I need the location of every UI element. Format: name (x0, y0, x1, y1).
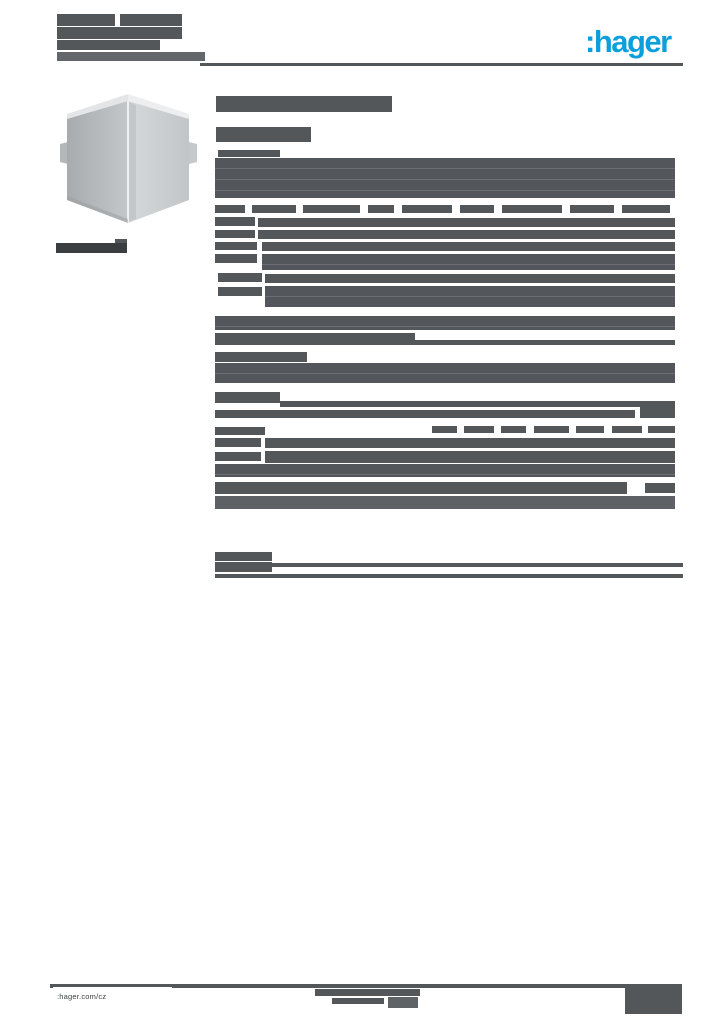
spec-word (622, 205, 670, 213)
spec-row-value (215, 363, 675, 383)
spec-row-label (215, 254, 257, 263)
spec-row-label (215, 242, 257, 250)
spec-row-value (258, 230, 675, 239)
spec-row-label (215, 562, 272, 572)
corner-left-tab (60, 142, 68, 164)
spec-word (402, 205, 452, 213)
spec-row-value (215, 410, 635, 418)
footer-address-line (332, 998, 384, 1004)
corner-right-tab (189, 142, 197, 164)
section-heading (215, 552, 272, 561)
spec-row-value (645, 483, 675, 493)
spec-row-value (265, 286, 675, 307)
header-line-1b (120, 14, 182, 26)
header-line-1a (57, 14, 115, 26)
spec-word (464, 426, 494, 433)
spec-row-label (218, 287, 262, 296)
corner-left-face (67, 101, 128, 223)
spec-row-label (215, 438, 261, 447)
spec-word (501, 426, 526, 433)
spec-word (612, 426, 642, 433)
footer-signature-mark (388, 997, 418, 1008)
spec-row-value (215, 316, 675, 330)
spec-word (570, 205, 614, 213)
spec-row-value (262, 254, 675, 270)
corner-right-face (128, 101, 189, 223)
spec-word (502, 205, 562, 213)
product-code (56, 243, 127, 253)
spec-row-value (215, 482, 627, 494)
spec-row-value (262, 242, 675, 251)
spec-word (648, 426, 675, 433)
spec-row-rule (215, 574, 683, 578)
spec-word (432, 426, 457, 433)
footer-link-box (53, 987, 172, 1015)
spec-row-label (215, 230, 255, 238)
header-line-3 (57, 40, 160, 50)
product-photo-corner-piece (57, 88, 200, 232)
spec-row-value (640, 403, 675, 418)
spec-row-value (258, 218, 675, 227)
spec-row-rule (272, 563, 683, 567)
header-line-4 (57, 52, 205, 61)
spec-word (252, 205, 296, 213)
footer-page-badge (625, 984, 682, 1014)
description-label (218, 150, 280, 157)
spec-word (460, 205, 494, 213)
corner-edge-shadow (129, 102, 136, 222)
section-heading (215, 392, 280, 403)
spec-row-value (215, 496, 675, 509)
spec-row-value (265, 451, 675, 463)
header-rule (200, 63, 683, 66)
spec-row-label (215, 217, 255, 226)
spec-word (368, 205, 394, 213)
spec-word (215, 205, 245, 213)
spec-row-value (215, 464, 675, 477)
spec-row-value (265, 274, 675, 283)
header-line-2 (57, 27, 182, 39)
spec-word (534, 426, 569, 433)
product-subtitle (216, 127, 311, 142)
product-title (216, 96, 392, 112)
section-heading (215, 352, 307, 362)
spec-row-label (218, 273, 262, 282)
spec-row-value (280, 401, 675, 407)
footer-website-link[interactable]: :hager.com/cz (57, 992, 107, 1001)
spec-word (303, 205, 360, 213)
hager-logo: :hager (585, 24, 671, 59)
spec-row-value (265, 438, 675, 448)
spec-row-value (215, 340, 675, 345)
footer-address-line (315, 989, 420, 996)
description-paragraph (215, 158, 675, 198)
corner-center-edge (127, 101, 129, 223)
spec-row-label (215, 427, 265, 435)
spec-word (576, 426, 604, 433)
spec-row-label (215, 452, 261, 461)
